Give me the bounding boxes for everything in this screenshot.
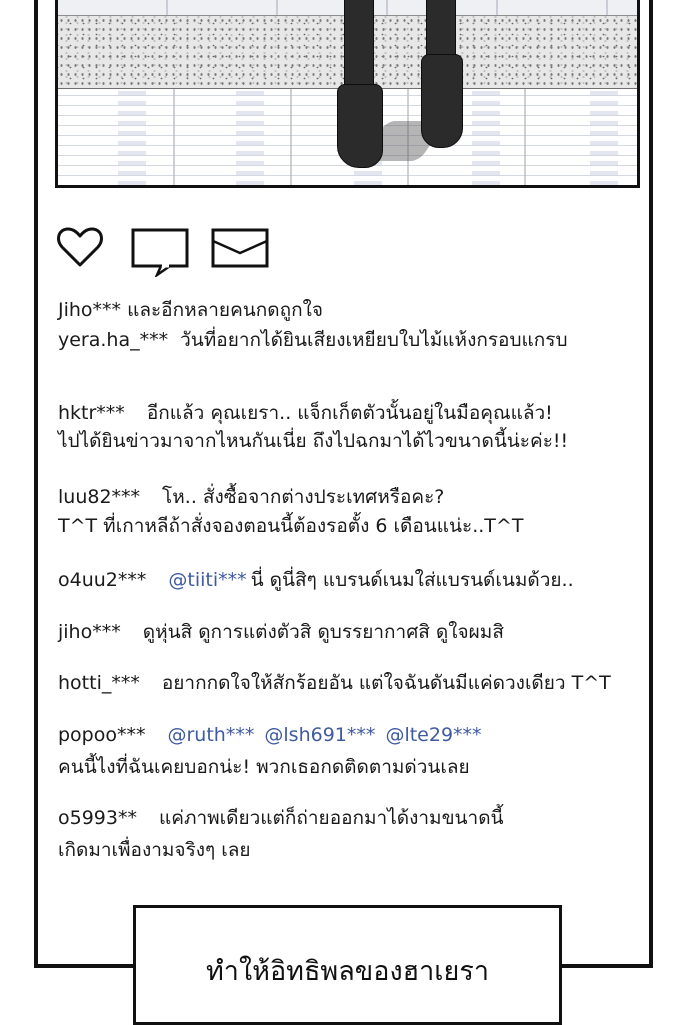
caption-username[interactable]: yera.ha_***: [58, 329, 169, 351]
caption-text: วันที่อยากได้ยินเสียงเหยียบใบไม้แห้งกรอบแกรบ: [180, 329, 568, 351]
comment-text-continued: T^T ที่เกาหลีถ้าสั่งจองตอนนี้ต้องรอตั้ง 6 เดือนแน่ะ..T^T: [58, 515, 524, 537]
comment-text: อีกแล้ว คุณเยรา.. แจ็กเก็ตตัวนั้นอยู่ในมือคุณแล้ว!: [146, 402, 553, 424]
comment-mention[interactable]: @lsh691***: [264, 724, 376, 746]
comment-text: นี่ ดูนี่สิๆ แบรนด์เนมใส่แบรนด์เนมด้วย..: [250, 569, 574, 591]
comment-text: อยากกดใจให้สักร้อยอัน แต่ใจฉันดันมีแค่ดวงเดียว T^T: [161, 672, 611, 694]
likes-summary: Jiho*** และอีกหลายคนกดถูกใจ: [58, 299, 324, 321]
comment-username[interactable]: popoo***: [58, 724, 146, 746]
heart-icon[interactable]: [56, 225, 104, 273]
comment-icon[interactable]: [131, 225, 189, 281]
comment-username[interactable]: jiho***: [58, 621, 121, 643]
photo-left-boot: [337, 84, 383, 168]
comment-text: โห.. สั่งซื้อจากต่างประเทศหรือคะ?: [162, 486, 445, 508]
comment-text-continued: เกิดมาเพื่องามจริงๆ เลย: [58, 839, 251, 861]
comment-username[interactable]: o4uu2***: [58, 569, 147, 591]
comment-item: [58, 806, 504, 830]
comment-item: [58, 723, 486, 747]
narration-box: [133, 905, 562, 1025]
photo-right-boot: [421, 54, 463, 148]
comment-item: [58, 568, 574, 592]
comment-text: ดูหุ่นสิ ดูการแต่งตัวสิ ดูบรรยากาศสิ ดูใจผมสิ: [142, 621, 504, 643]
comment-item: [58, 671, 611, 695]
comment-username[interactable]: hotti_***: [58, 672, 140, 694]
narration-text: ทำให้อิทธิพลของฮาเยรา: [206, 956, 489, 986]
post-photo: [55, 0, 640, 188]
comment-item: [58, 401, 553, 425]
comment-mention[interactable]: @lte29***: [385, 724, 482, 746]
comment-mention[interactable]: @ruth***: [167, 724, 255, 746]
comment-item: [58, 620, 504, 644]
comment-username[interactable]: luu82***: [58, 486, 141, 508]
envelope-icon[interactable]: [211, 225, 269, 273]
comment-username[interactable]: o5993**: [58, 807, 137, 829]
comment-text: แค่ภาพเดียวแต่ก็ถ่ายออกมาได้งามขนาดนี้: [158, 807, 504, 829]
comment-mention[interactable]: @tiiti***: [168, 569, 247, 591]
post-caption: [58, 328, 568, 352]
post-action-bar: [56, 225, 286, 271]
comment-username[interactable]: hktr***: [58, 402, 125, 424]
comment-item: [58, 485, 444, 509]
comment-text-continued: ไปได้ยินข่าวมาจากไหนกันเนี่ย ถึงไปฉกมาได้ไวขนาดนี้น่ะค่ะ!!: [58, 430, 569, 452]
comment-text-continued: คนนี้ไงที่ฉันเคยบอกน่ะ! พวกเธอกดติดตามด่วนเลย: [58, 756, 470, 778]
photo-left-leg: [344, 0, 374, 91]
